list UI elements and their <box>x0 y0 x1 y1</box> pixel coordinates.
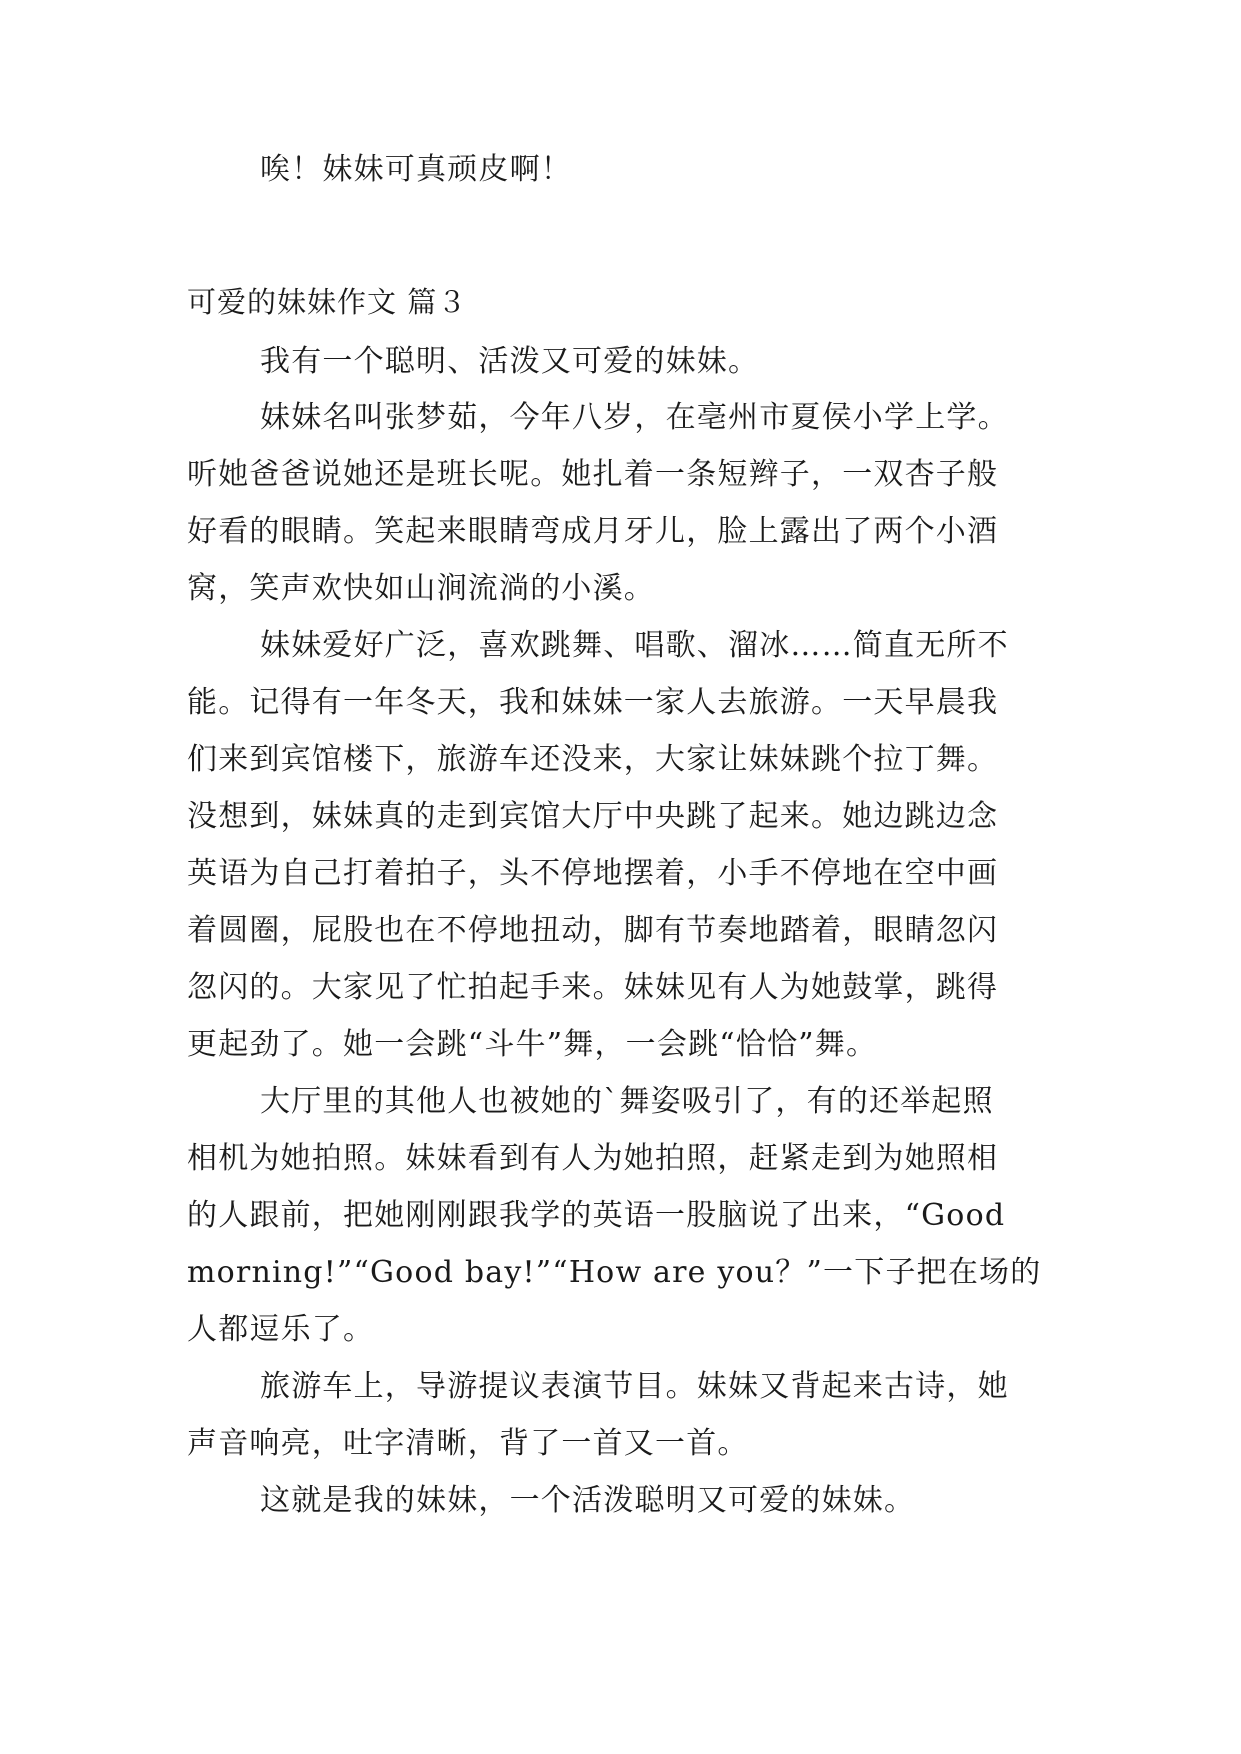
paragraph-line: 好看的眼睛。笑起来眼睛弯成月牙儿，脸上露出了两个小酒 <box>187 514 999 549</box>
paragraph-line: 人都逗乐了。 <box>187 1312 375 1347</box>
paragraph-line: 这就是我的妹妹，一个活泼聪明又可爱的妹妹。 <box>260 1483 916 1518</box>
paragraph-line: 妹妹名叫张梦茹，今年八岁，在亳州市夏侯小学上学。 <box>260 400 1009 435</box>
paragraph-line: 大厅里的其他人也被她的`舞姿吸引了，有的还举起照 <box>260 1084 994 1119</box>
paragraph-line: 妹妹爱好广泛，喜欢跳舞、唱歌、溜冰……简直无所不 <box>260 628 1009 663</box>
paragraph-line: 忽闪的。大家见了忙拍起手来。妹妹见有人为她鼓掌，跳得 <box>187 970 999 1005</box>
paragraph-line: 唉！妹妹可真顽皮啊！ <box>260 152 572 187</box>
paragraph-line: 没想到，妹妹真的走到宾馆大厅中央跳了起来。她边跳边念 <box>187 799 999 834</box>
paragraph-line: 我有一个聪明、活泼又可爱的妹妹。 <box>260 344 760 379</box>
paragraph-line: 相机为她拍照。妹妹看到有人为她拍照，赶紧走到为她照相 <box>187 1141 999 1176</box>
paragraph-line: 着圆圈，屁股也在不停地扭动，脚有节奏地踏着，眼睛忽闪 <box>187 913 999 948</box>
paragraph-line: 更起劲了。她一会跳“斗牛”舞，一会跳“恰恰”舞。 <box>187 1027 878 1062</box>
paragraph-line: morning!”“Good bay!”“How are you？”一下子把在场的 <box>187 1255 1042 1290</box>
paragraph-line: 声音响亮，吐字清晰，背了一首又一首。 <box>187 1426 749 1461</box>
paragraph-line: 的人跟前，把她刚刚跟我学的英语一股脑说了出来，“Good <box>187 1198 1006 1233</box>
paragraph-line: 英语为自己打着拍子，头不停地摆着，小手不停地在空中画 <box>187 856 999 891</box>
paragraph-line: 们来到宾馆楼下，旅游车还没来，大家让妹妹跳个拉丁舞。 <box>187 742 999 777</box>
paragraph-line: 能。记得有一年冬天，我和妹妹一家人去旅游。一天早晨我 <box>187 685 999 720</box>
section-title: 可爱的妹妹作文 篇３ <box>187 285 468 319</box>
paragraph-line: 听她爸爸说她还是班长呢。她扎着一条短辫子，一双杏子般 <box>187 457 999 492</box>
paragraph-line: 旅游车上，导游提议表演节目。妹妹又背起来古诗，她 <box>260 1369 1009 1404</box>
paragraph-line: 窝，笑声欢快如山涧流淌的小溪。 <box>187 571 655 606</box>
